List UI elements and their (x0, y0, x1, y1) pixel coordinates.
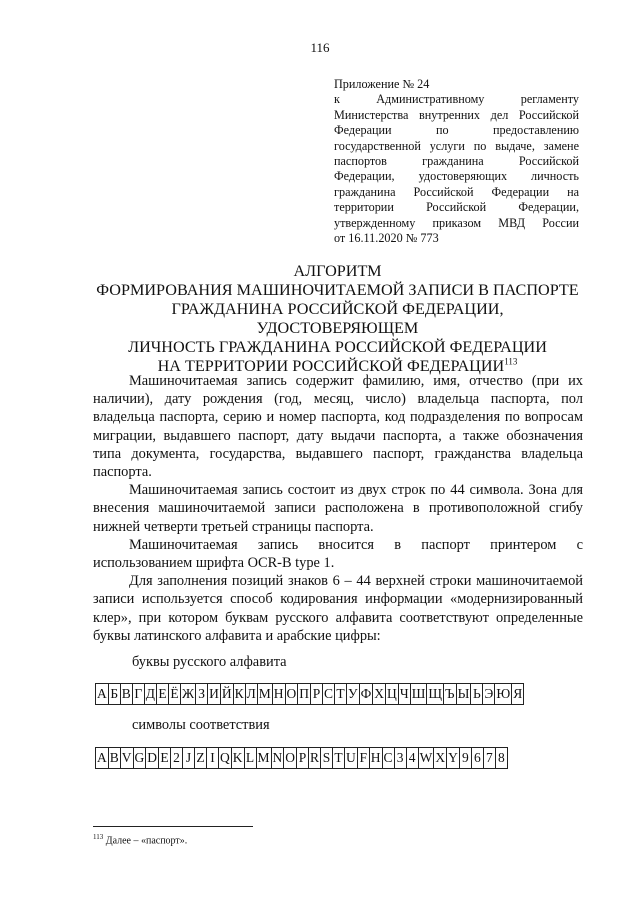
letter-cell: Г (133, 684, 145, 704)
letter-cell: Щ (427, 684, 444, 704)
letter-cell: L (245, 748, 257, 768)
title-line: АЛГОРИТМ (293, 262, 382, 280)
page-number: 116 (310, 40, 330, 55)
letter-cell: 8 (497, 750, 505, 765)
title-line: ФОРМИРОВАНИЯ МАШИНОЧИТАЕМОЙ ЗАПИСИ В ПАСПОРТЕ (96, 281, 579, 299)
letter-cell: Й (221, 684, 234, 704)
footnote-text: Далее – «паспорт». (103, 835, 188, 847)
letter-cell: M (257, 748, 272, 768)
letter-cell: З (196, 684, 208, 704)
letter-cell: 9 (460, 748, 472, 768)
letter-cell: B (109, 748, 121, 768)
appendix-line: паспортов гражданина Российской (334, 154, 579, 169)
letter-cell: К (234, 684, 246, 704)
paragraph: Машиночитаемая запись состоит из двух строк по 44 символа. Зона для внесения машиночитаемой записи расположена в противоположной сгибу нижней четверти третьей страницы паспорта. (93, 482, 583, 535)
russian-letters-row (95, 683, 524, 705)
letter-cell: W (419, 748, 435, 768)
letter-cell: H (370, 748, 383, 768)
letter-cell: 2 (171, 748, 183, 768)
document-title (90, 262, 585, 376)
letter-cell: A (96, 748, 109, 768)
letter-cell: Р (311, 684, 323, 704)
letter-cell: П (298, 684, 311, 704)
letter-cell: Ь (471, 684, 483, 704)
footnote-number: 113 (93, 833, 104, 841)
letter-cell: Ц (386, 684, 399, 704)
letter-cell: 3 (395, 748, 407, 768)
letter-cell: Ч (399, 684, 411, 704)
letter-cell: У (347, 684, 360, 704)
letter-cell: J (183, 748, 195, 768)
title-line: ГРАЖДАНИНА РОССИЙСКОЙ ФЕДЕРАЦИИ, УДОСТОВЕРЯЮЩЕМ (171, 300, 504, 337)
letter-cell: Л (246, 684, 258, 704)
letter-cell: C (383, 748, 395, 768)
footnote (93, 833, 187, 846)
latin-symbols-row (95, 747, 508, 769)
letter-cell: Z (195, 748, 207, 768)
letter-cell: О (286, 684, 299, 704)
title-line-text: НА ТЕРРИТОРИИ РОССИЙСКОЙ ФЕДЕРАЦИИ (157, 357, 505, 375)
letter-cell: U (345, 748, 358, 768)
letter-cell: V (121, 748, 134, 768)
letter-cell: Ё (169, 684, 181, 704)
letter-cell: Ж (181, 684, 196, 704)
letter-cell: 7 (484, 748, 496, 768)
appendix-line: к Административному регламенту (334, 92, 579, 107)
letter-cell: Ы (457, 684, 472, 704)
letter-cell: S (321, 748, 333, 768)
letter-cell: Е (157, 684, 169, 704)
letter-cell: Ю (495, 684, 512, 704)
letter-cell: Д (145, 684, 157, 704)
letter-cell: Ъ (444, 684, 457, 704)
letter-cell: В (121, 684, 133, 704)
footnote-reference: 113 (504, 356, 518, 367)
paragraph: Машиночитаемая запись вносится в паспорт принтером с использованием шрифта OCR-B type 1. (93, 536, 583, 572)
letter-cell: С (323, 684, 335, 704)
letter-cell: 6 (472, 748, 484, 768)
symbols-label: символы соответствия (132, 717, 270, 733)
letter-cell: N (272, 748, 285, 768)
letter-cell: 4 (407, 748, 419, 768)
letter-cell: I (207, 748, 219, 768)
letter-cell: Т (335, 684, 347, 704)
letter-cell: P (297, 748, 309, 768)
appendix-line: Министерства внутренних дел Российской (334, 107, 579, 122)
appendix-line: гражданина Российской Федерации на (334, 184, 579, 199)
letter-cell: Б (109, 684, 121, 704)
letter-cell: Ф (360, 684, 374, 704)
letter-cell: F (358, 748, 370, 768)
letter-cell: Я (513, 686, 523, 701)
letter-cell: T (333, 748, 345, 768)
appendix-line: от 16.11.2020 № 773 (334, 231, 439, 246)
letter-cell: D (146, 748, 159, 768)
appendix-line: Федерации, удостоверяющих личность (334, 169, 579, 184)
letter-cell: R (309, 748, 321, 768)
body-text (93, 372, 583, 645)
appendix-line: Приложение № 24 (334, 77, 430, 91)
letter-cell: K (232, 748, 245, 768)
letter-cell: Q (219, 748, 232, 768)
letter-cell: Э (483, 684, 495, 704)
appendix-line: государственной услуги по выдаче, замене (334, 138, 579, 153)
letter-cell: А (96, 684, 109, 704)
footnote-separator (93, 826, 253, 827)
letter-cell: E (159, 748, 171, 768)
letter-cell: X (434, 748, 447, 768)
appendix-line: территории Российской Федерации, (334, 200, 579, 215)
letter-cell: Y (447, 748, 460, 768)
letter-cell: М (258, 684, 273, 704)
letter-cell: И (208, 684, 221, 704)
paragraph: Для заполнения позиций знаков 6 – 44 верхней строки машиночитаемой записи используется способ кодирования информации «модернизированный клер», при котором буквам русского алфавита соответствуют определенные буквы латинского алфавита и арабские цифры: (93, 573, 583, 644)
letter-cell: Ш (411, 684, 428, 704)
letter-cell: O (284, 748, 297, 768)
appendix-line: утвержденному приказом МВД России (334, 215, 579, 230)
russian-letters-label: буквы русского алфавита (132, 654, 287, 670)
appendix-line: Федерации по предоставлению (334, 123, 579, 138)
letter-cell: Х (373, 684, 386, 704)
letter-cell: Н (273, 684, 286, 704)
title-line: ЛИЧНОСТЬ ГРАЖДАНИНА РОССИЙСКОЙ ФЕДЕРАЦИИ (128, 338, 547, 356)
paragraph: Машиночитаемая запись содержит фамилию, имя, отчество (при их наличии), дату рождения (год, месяц, число) владельца паспорта, пол владельца паспорта, серию и номер паспорта, код подразделения по вопросам миграции, выдавшего паспорт, дату выдачи паспорта, а также обозначения типа документа, государства, выдавшего паспорт, гражданства владельца паспорта. (93, 373, 583, 481)
appendix-reference (334, 77, 579, 246)
letter-cell: G (134, 748, 147, 768)
